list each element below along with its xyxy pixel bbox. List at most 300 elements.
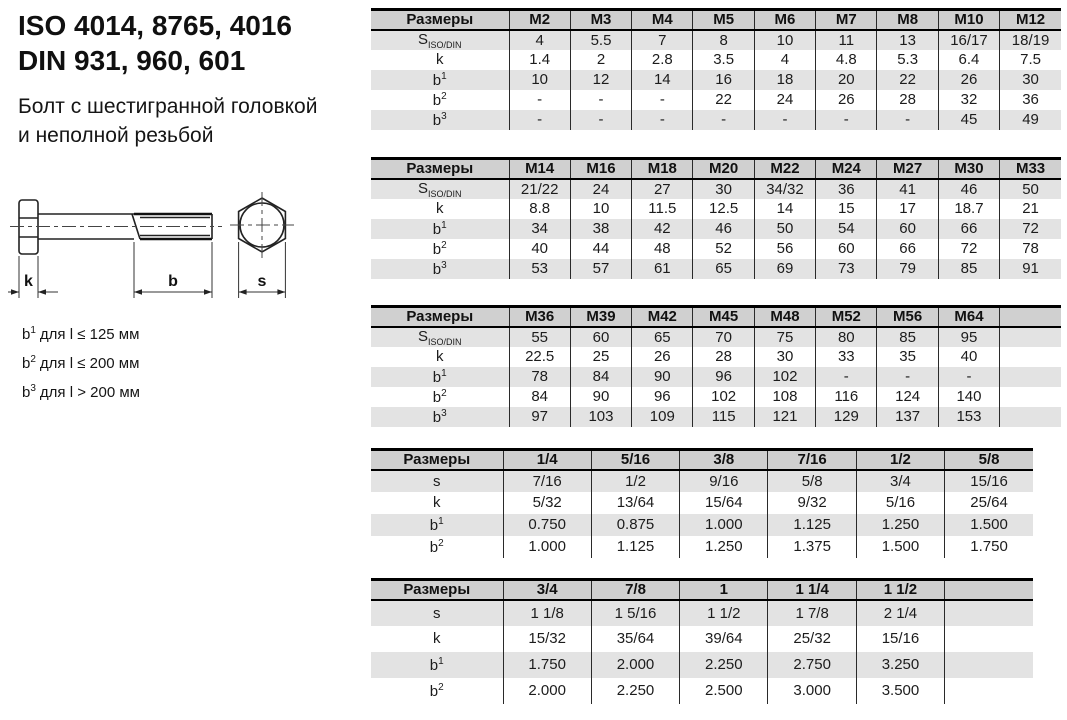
row-label: $b^2$ (432, 387, 447, 406)
column-header: 5/8 (945, 450, 1033, 470)
table-cell: 109 (632, 407, 693, 427)
table-cell: 21/22 (509, 179, 570, 199)
table-cell (945, 652, 1033, 678)
table-cell: 66 (938, 219, 999, 239)
column-header: Размеры (371, 159, 509, 179)
table-cell: 1.125 (591, 536, 679, 558)
table-cell: 1.250 (680, 536, 768, 558)
table-cell: 4 (754, 50, 815, 70)
table-cell: - (754, 110, 815, 130)
table-cell: 48 (632, 239, 693, 259)
table-cell: 75 (754, 327, 815, 347)
table-cell: 2.000 (591, 652, 679, 678)
table-cell: 84 (509, 387, 570, 407)
column-header: M22 (754, 159, 815, 179)
table-cell: 3.5 (693, 50, 754, 70)
table-cell: 35/64 (591, 626, 679, 652)
dimension-b-label: b (168, 273, 178, 290)
column-header: M36 (509, 307, 570, 327)
table-cell: 137 (877, 407, 938, 427)
table-cell: - (570, 110, 631, 130)
table-cell: 14 (632, 70, 693, 90)
table-cell: 25/64 (945, 492, 1033, 514)
column-header: M39 (570, 307, 631, 327)
table-header-row (371, 580, 1033, 600)
table-row (371, 110, 1061, 130)
title-din: DIN 931, 960, 601 (18, 45, 246, 76)
column-header (1000, 307, 1061, 327)
column-header: M8 (877, 10, 938, 30)
table-cell: 1.4 (509, 50, 570, 70)
table-cell: 6.4 (938, 50, 999, 70)
dimension-k-label: k (24, 273, 33, 290)
subtitle-line-1: Болт с шестигранной головкой (18, 95, 318, 118)
table-cell: 72 (1000, 219, 1061, 239)
column-header: M33 (1000, 159, 1061, 179)
column-header: 1/4 (503, 450, 591, 470)
table-cell: 65 (632, 327, 693, 347)
row-label: $b^3$ (432, 259, 447, 278)
table-cell: 32 (938, 90, 999, 110)
footnote-symbol: b (22, 384, 31, 401)
column-header: 1 1/2 (856, 580, 944, 600)
table-cell: 70 (693, 327, 754, 347)
column-header: 5/16 (591, 450, 679, 470)
table-cell: 1/2 (591, 470, 679, 492)
dimension-s-label: s (257, 273, 267, 290)
table-cell: 0.750 (503, 514, 591, 536)
table-row (371, 219, 1061, 239)
footnote-text: для l ≤ 125 мм (39, 326, 140, 343)
table-cell: 54 (816, 219, 877, 239)
table-cell: 1.750 (503, 652, 591, 678)
table-cell: 28 (877, 90, 938, 110)
table-cell: 124 (877, 387, 938, 407)
table-row (371, 347, 1061, 367)
table-cell: 40 (938, 347, 999, 367)
table-cell: 56 (754, 239, 815, 259)
bolt-end-view (230, 192, 294, 258)
row-label: $S_{ISO/DIN}$ (417, 30, 462, 50)
table-cell: 8 (693, 30, 754, 50)
column-header: M16 (570, 159, 631, 179)
row-label: $b^1$ (432, 367, 447, 386)
table-cell: 79 (877, 259, 938, 279)
table-cell: 1 5/16 (591, 600, 679, 626)
table-cell: 33 (816, 347, 877, 367)
table-cell: 90 (632, 367, 693, 387)
table-row (371, 652, 1033, 678)
column-header: Размеры (371, 307, 509, 327)
table-cell: 18.7 (938, 199, 999, 219)
table-cell: 85 (877, 327, 938, 347)
table-cell: 2.250 (680, 652, 768, 678)
table-cell: 1 1/8 (503, 600, 591, 626)
table-cell: 10 (570, 199, 631, 219)
column-header: 7/8 (591, 580, 679, 600)
column-header: M56 (877, 307, 938, 327)
row-label: $S_{ISO/DIN}$ (417, 179, 462, 199)
row-label: $b^2$ (432, 90, 447, 109)
table-row (371, 90, 1061, 110)
table-header-row (371, 159, 1061, 179)
footnote-text: для l ≤ 200 мм (39, 355, 140, 372)
table-row (371, 50, 1061, 70)
table-cell: - (816, 110, 877, 130)
table-cell: 61 (632, 259, 693, 279)
table-cell: 20 (816, 70, 877, 90)
table-cell: 5/32 (503, 492, 591, 514)
table-cell: 4 (509, 30, 570, 50)
table-cell: - (632, 110, 693, 130)
table-cell: 42 (632, 219, 693, 239)
row-label: $b^1$ (429, 655, 444, 674)
table-cell: 34/32 (754, 179, 815, 199)
table-cell: 12 (570, 70, 631, 90)
dimension-k (8, 256, 58, 298)
column-header: M52 (816, 307, 877, 327)
table-cell: 50 (754, 219, 815, 239)
footnote-sup: 3 (30, 383, 36, 394)
row-label: k (436, 200, 444, 217)
row-label: $S_{ISO/DIN}$ (417, 327, 462, 347)
bolt-drawing-svg (8, 180, 338, 315)
table-cell: - (877, 367, 938, 387)
row-label: $b^2$ (432, 239, 447, 258)
row-label: k (433, 630, 441, 647)
column-header: M48 (754, 307, 815, 327)
table-metric-m14-m33 (371, 157, 1061, 279)
table-cell: 102 (754, 367, 815, 387)
table-cell: 103 (570, 407, 631, 427)
table-row (371, 470, 1033, 492)
table-row (371, 30, 1061, 50)
table-cell: 46 (938, 179, 999, 199)
table-cell: 2.250 (591, 678, 679, 704)
column-header: M6 (754, 10, 815, 30)
table-cell: 60 (877, 219, 938, 239)
row-label: $b^1$ (429, 515, 444, 534)
footnote-b1 (22, 318, 140, 347)
column-header: M45 (693, 307, 754, 327)
table-cell: 38 (570, 219, 631, 239)
table-cell: 1 1/2 (680, 600, 768, 626)
dimension-b (134, 242, 212, 298)
column-header: Размеры (371, 450, 503, 470)
table-cell (1000, 407, 1061, 427)
row-label: $b^2$ (429, 681, 444, 700)
table-cell (1000, 367, 1061, 387)
table-cell: 5.3 (877, 50, 938, 70)
table-row (371, 536, 1033, 558)
table-row (371, 678, 1033, 704)
column-header: 1 1/4 (768, 580, 856, 600)
table-cell: 60 (570, 327, 631, 347)
row-label: s (433, 472, 441, 490)
table-cell: 140 (938, 387, 999, 407)
column-header: Размеры (371, 580, 503, 600)
column-header: M2 (509, 10, 570, 30)
table-cell: 153 (938, 407, 999, 427)
table-cell: 121 (754, 407, 815, 427)
column-header: M20 (693, 159, 754, 179)
table-cell: 25/32 (768, 626, 856, 652)
row-label: s (433, 604, 441, 622)
table-cell: 5.5 (570, 30, 631, 50)
table-cell: 1.750 (945, 536, 1033, 558)
table-cell: 21 (1000, 199, 1061, 219)
table-cell: 4.8 (816, 50, 877, 70)
table-cell (945, 626, 1033, 652)
row-label: $b^2$ (429, 537, 444, 556)
table-cell: 102 (693, 387, 754, 407)
table-cell: 15 (816, 199, 877, 219)
table-cell: - (570, 90, 631, 110)
table-cell: 40 (509, 239, 570, 259)
column-header: M18 (632, 159, 693, 179)
table-cell: 36 (1000, 90, 1061, 110)
table-row (371, 514, 1033, 536)
table-cell: 15/64 (680, 492, 768, 514)
footnote-sup: 2 (30, 354, 36, 365)
table-cell: 3.000 (768, 678, 856, 704)
table-row (371, 387, 1061, 407)
table-row (371, 199, 1061, 219)
arrowhead (38, 289, 46, 295)
table-cell: - (693, 110, 754, 130)
table-cell: 3.250 (856, 652, 944, 678)
arrowhead (277, 289, 285, 295)
column-header: M27 (877, 159, 938, 179)
table-cell: 115 (693, 407, 754, 427)
table-cell: 46 (693, 219, 754, 239)
footnote-symbol: b (22, 326, 31, 343)
column-header: 1 (680, 580, 768, 600)
table-cell: 17 (877, 199, 938, 219)
table-cell: 16/17 (938, 30, 999, 50)
table-cell: 26 (632, 347, 693, 367)
column-header: M4 (632, 10, 693, 30)
row-label: k (436, 348, 444, 365)
table-cell: 2.500 (680, 678, 768, 704)
table-cell: 18/19 (1000, 30, 1061, 50)
row-label: k (433, 494, 441, 511)
table-header-row (371, 450, 1033, 470)
table-row (371, 407, 1061, 427)
table-cell: - (509, 110, 570, 130)
table-cell: 18 (754, 70, 815, 90)
table-cell (945, 600, 1033, 626)
column-header: 3/8 (680, 450, 768, 470)
table-row (371, 626, 1033, 652)
table-row (371, 600, 1033, 626)
table-cell: 116 (816, 387, 877, 407)
table-cell: 1.250 (856, 514, 944, 536)
table-cell: 3.500 (856, 678, 944, 704)
table-cell: 24 (570, 179, 631, 199)
footnote-b3 (22, 376, 140, 405)
bolt-technical-drawing (8, 180, 338, 315)
table-cell: - (877, 110, 938, 130)
table-cell (1000, 387, 1061, 407)
column-header: M24 (816, 159, 877, 179)
table-row (371, 179, 1061, 199)
table-cell: 66 (877, 239, 938, 259)
table-cell: 85 (938, 259, 999, 279)
table-cell: 5/16 (856, 492, 944, 514)
row-label: $b^3$ (432, 407, 447, 426)
table-cell: 30 (1000, 70, 1061, 90)
arrowhead (134, 289, 142, 295)
table-row (371, 367, 1061, 387)
table-cell: 0.875 (591, 514, 679, 536)
table-cell: 9/16 (680, 470, 768, 492)
table-row (371, 327, 1061, 347)
column-header: M64 (938, 307, 999, 327)
table-cell: 22 (877, 70, 938, 90)
column-header: M7 (816, 10, 877, 30)
table-cell: 10 (509, 70, 570, 90)
column-header (945, 580, 1033, 600)
table-cell: 129 (816, 407, 877, 427)
table-cell: 24 (754, 90, 815, 110)
table-cell: 55 (509, 327, 570, 347)
row-label: $b^1$ (432, 70, 447, 89)
page-title (18, 8, 292, 78)
column-header: 7/16 (768, 450, 856, 470)
table-cell: 11 (816, 30, 877, 50)
row-label: $b^1$ (432, 219, 447, 238)
page-subtitle (18, 92, 317, 150)
column-header: 3/4 (503, 580, 591, 600)
table-cell: 91 (1000, 259, 1061, 279)
table-cell: 78 (509, 367, 570, 387)
table-cell (945, 678, 1033, 704)
title-iso: ISO 4014, 8765, 4016 (18, 10, 292, 41)
table-cell: 22 (693, 90, 754, 110)
table-cell: 26 (816, 90, 877, 110)
column-header: Размеры (371, 10, 509, 30)
table-cell: 1.500 (945, 514, 1033, 536)
table-cell: 84 (570, 367, 631, 387)
table-metric-m36-m64 (371, 305, 1061, 427)
table-row (371, 259, 1061, 279)
table-cell: 95 (938, 327, 999, 347)
table-cell: 57 (570, 259, 631, 279)
table-cell: 108 (754, 387, 815, 407)
table-cell: 96 (632, 387, 693, 407)
table-cell: 15/32 (503, 626, 591, 652)
table-cell (1000, 327, 1061, 347)
table-cell: 53 (509, 259, 570, 279)
table-cell: 1.000 (680, 514, 768, 536)
column-header: M10 (938, 10, 999, 30)
column-header: M3 (570, 10, 631, 30)
column-header: M14 (509, 159, 570, 179)
bolt-side-view (10, 200, 222, 254)
table-cell: 1.375 (768, 536, 856, 558)
footnote-symbol: b (22, 355, 31, 372)
column-header: M42 (632, 307, 693, 327)
table-cell: 2.8 (632, 50, 693, 70)
table-row (371, 239, 1061, 259)
column-header: M5 (693, 10, 754, 30)
table-cell: 65 (693, 259, 754, 279)
arrowhead (11, 289, 19, 295)
table-cell: 30 (754, 347, 815, 367)
table-cell: 45 (938, 110, 999, 130)
table-cell: 72 (938, 239, 999, 259)
table-cell: 13 (877, 30, 938, 50)
table-cell: 5/8 (768, 470, 856, 492)
table-cell: 52 (693, 239, 754, 259)
table-cell: 44 (570, 239, 631, 259)
table-cell: 49 (1000, 110, 1061, 130)
table-cell: 1 7/8 (768, 600, 856, 626)
table-cell: 35 (877, 347, 938, 367)
table-cell: 39/64 (680, 626, 768, 652)
arrowhead (204, 289, 212, 295)
table-cell: 2.750 (768, 652, 856, 678)
footnote-b2 (22, 347, 140, 376)
table-cell: 15/16 (856, 626, 944, 652)
table-cell: 15/16 (945, 470, 1033, 492)
table-cell: 80 (816, 327, 877, 347)
table-cell: 9/32 (768, 492, 856, 514)
arrowhead (239, 289, 247, 295)
column-header: 1/2 (856, 450, 944, 470)
table-cell: 97 (509, 407, 570, 427)
table-cell: 1.000 (503, 536, 591, 558)
table-cell: 1.125 (768, 514, 856, 536)
table-cell: 25 (570, 347, 631, 367)
table-metric-m2-m12 (371, 8, 1061, 130)
row-label: k (436, 51, 444, 68)
table-cell: 7.5 (1000, 50, 1061, 70)
subtitle-line-2: и неполной резьбой (18, 124, 214, 147)
table-cell: - (632, 90, 693, 110)
table-cell: 3/4 (856, 470, 944, 492)
table-cell: 11.5 (632, 199, 693, 219)
table-cell: 90 (570, 387, 631, 407)
table-cell: 28 (693, 347, 754, 367)
table-row (371, 70, 1061, 90)
table-imperial-quarter-to-fiveeighths (371, 448, 1033, 558)
table-cell: 27 (632, 179, 693, 199)
table-header-row (371, 10, 1061, 30)
table-cell: 8.8 (509, 199, 570, 219)
table-cell: 10 (754, 30, 815, 50)
table-header-row (371, 307, 1061, 327)
table-cell: 73 (816, 259, 877, 279)
table-imperial-threequarters-to-oneandhalf (371, 578, 1033, 704)
table-cell: - (938, 367, 999, 387)
table-cell: 60 (816, 239, 877, 259)
column-header: M12 (1000, 10, 1061, 30)
table-cell: 69 (754, 259, 815, 279)
table-cell: 50 (1000, 179, 1061, 199)
table-cell: 2 (570, 50, 631, 70)
table-cell: 78 (1000, 239, 1061, 259)
footnote-sup: 1 (30, 325, 36, 336)
table-cell: 16 (693, 70, 754, 90)
table-cell (1000, 347, 1061, 367)
table-cell: - (509, 90, 570, 110)
footnotes (22, 318, 140, 405)
table-cell: 34 (509, 219, 570, 239)
table-cell: 30 (693, 179, 754, 199)
table-cell: 2.000 (503, 678, 591, 704)
